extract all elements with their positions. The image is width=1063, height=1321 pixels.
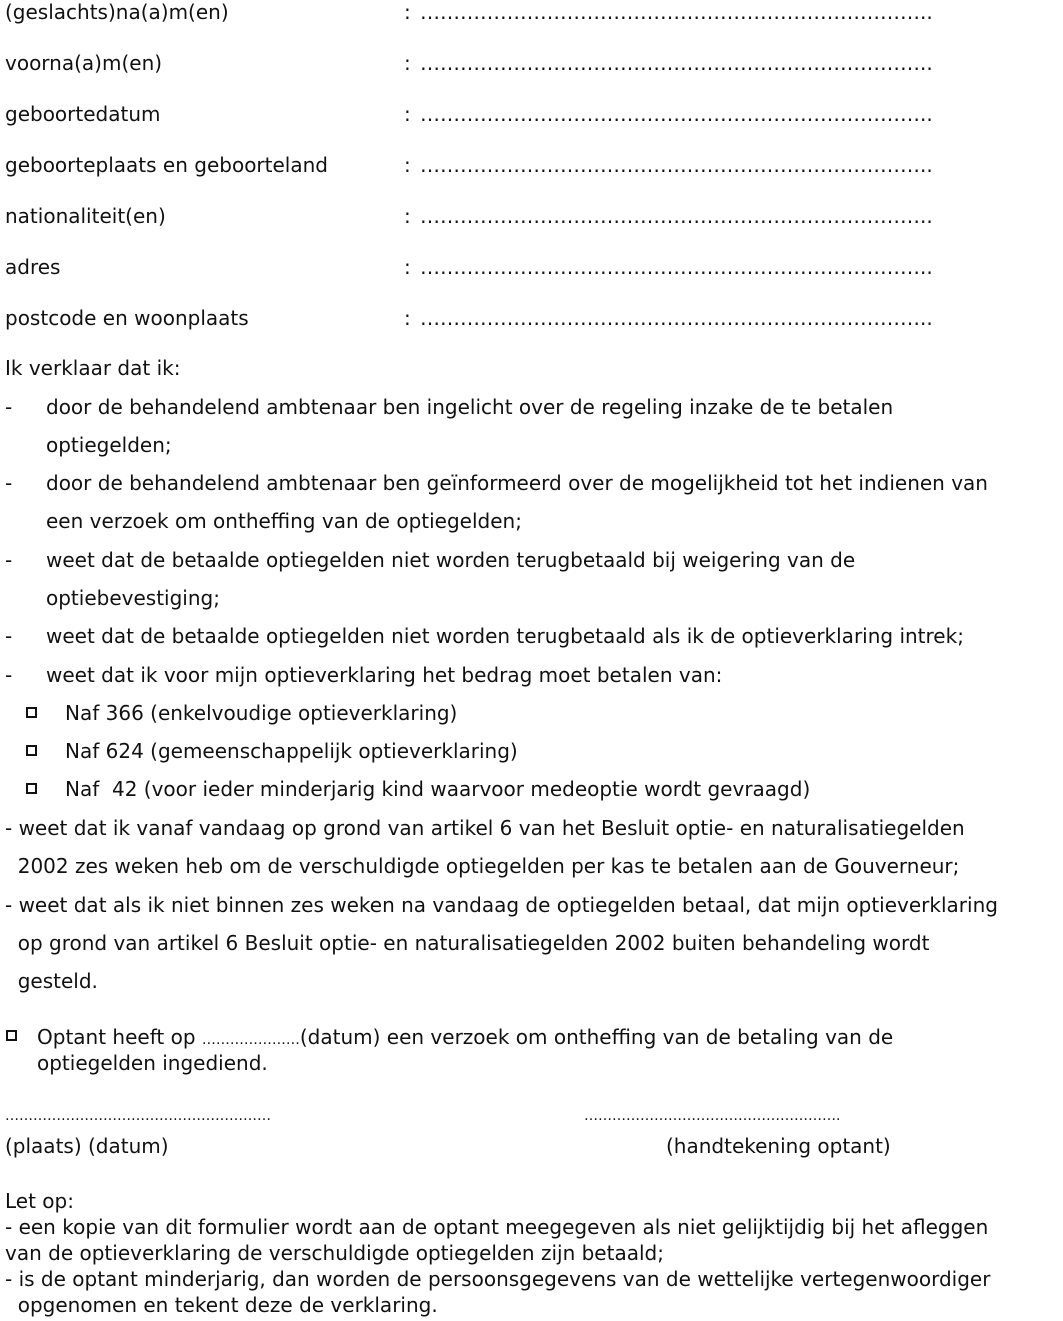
declaration-item-5: weet dat ik voor mijn optieverklaring het bedrag moet betalen van: bbox=[46, 663, 723, 687]
declaration-item-2-line-1: door de behandelend ambtenaar ben geïnformeerd over de mogelijkheid tot het indienen van bbox=[46, 471, 988, 495]
field-colon: : bbox=[404, 153, 411, 177]
exemption-line-2: optiegelden ingediend. bbox=[37, 1051, 268, 1075]
field-label-nationality: nationaliteit(en) bbox=[5, 204, 166, 228]
field-label-postcode: postcode en woonplaats bbox=[5, 306, 249, 330]
declaration-more-1-line-1: - weet dat ik vanaf vandaag op grond van artikel 6 van het Besluit optie- en naturalisatiegelden bbox=[5, 816, 965, 840]
field-label-birthplace: geboorteplaats en geboorteland bbox=[5, 153, 328, 177]
field-dots-surname[interactable]: ………………………………………………………………….. bbox=[420, 0, 933, 24]
field-colon: : bbox=[404, 102, 411, 126]
declaration-item-3-line-2: optiebevestiging; bbox=[46, 586, 220, 610]
field-label-address: adres bbox=[5, 255, 61, 279]
field-colon: : bbox=[404, 204, 411, 228]
declaration-intro: Ik verklaar dat ik: bbox=[5, 356, 181, 380]
amount-option-2: Naf 624 (gemeenschappelijk optieverklaring) bbox=[65, 739, 518, 763]
exemption-date-dots[interactable]: ………………… bbox=[201, 1032, 300, 1048]
exemption-text-b: (datum) een verzoek om ontheffing van de betaling van de bbox=[299, 1025, 894, 1049]
exemption-line-1 bbox=[37, 1025, 893, 1049]
note-line-1: - een kopie van dit formulier wordt aan de optant meegegeven als niet gelijktijdig bij het afleggen bbox=[5, 1215, 989, 1239]
note-line-2: van de optieverklaring de verschuldigde optiegelden zijn betaald; bbox=[5, 1241, 664, 1265]
note-title: Let op: bbox=[5, 1189, 74, 1213]
note-line-3: - is de optant minderjarig, dan worden de persoonsgegevens van de wettelijke vertegenwoordiger bbox=[5, 1267, 991, 1291]
amount-option-3: Naf 42 (voor ieder minderjarig kind waarvoor medeoptie wordt gevraagd) bbox=[65, 777, 811, 801]
exemption-text-a: Optant heeft op bbox=[37, 1025, 202, 1049]
amount-option-1: Naf 366 (enkelvoudige optieverklaring) bbox=[65, 701, 458, 725]
field-dots-nationality[interactable]: ………………………………………………………………….. bbox=[420, 204, 933, 228]
field-dots-birthdate[interactable]: ………………………………………………………………….. bbox=[420, 102, 933, 126]
checkbox-naf-366[interactable] bbox=[26, 707, 37, 718]
field-dots-firstname[interactable]: ………………………………………………………………….. bbox=[420, 51, 933, 75]
field-dots-postcode[interactable]: ………………………………………………………………….. bbox=[420, 306, 933, 330]
bullet-dash: - bbox=[5, 663, 13, 687]
checkbox-naf-624[interactable] bbox=[26, 745, 37, 756]
bullet-dash: - bbox=[5, 471, 13, 495]
declaration-item-4: weet dat de betaalde optiegelden niet worden terugbetaald als ik de optieverklaring intrek; bbox=[46, 624, 964, 648]
bullet-dash: - bbox=[5, 548, 13, 572]
field-label-birthdate: geboortedatum bbox=[5, 102, 161, 126]
declaration-item-1-line-1: door de behandelend ambtenaar ben ingelicht over de regeling inzake de te betalen bbox=[46, 395, 894, 419]
bullet-dash: - bbox=[5, 624, 13, 648]
declaration-more-2-line-1: - weet dat als ik niet binnen zes weken na vandaag de optiegelden betaal, dat mijn optieverklaring bbox=[5, 893, 998, 917]
signature-label: (handtekening optant) bbox=[666, 1134, 891, 1158]
declaration-more-2-line-2: op grond van artikel 6 Besluit optie- en naturalisatiegelden 2002 buiten behandeling wordt bbox=[5, 931, 930, 955]
declaration-item-3-line-1: weet dat de betaalde optiegelden niet worden terugbetaald bij weigering van de bbox=[46, 548, 856, 572]
field-colon: : bbox=[404, 0, 411, 24]
declaration-item-1-line-2: optiegelden; bbox=[46, 433, 172, 457]
place-date-label: (plaats) (datum) bbox=[5, 1134, 169, 1158]
field-colon: : bbox=[404, 306, 411, 330]
declaration-more-1-line-2: 2002 zes weken heb om de verschuldigde optiegelden per kas te betalen aan de Gouverneur; bbox=[5, 854, 960, 878]
declaration-item-2-line-2: een verzoek om ontheffing van de optiegelden; bbox=[46, 509, 522, 533]
checkbox-exemption[interactable] bbox=[6, 1030, 17, 1041]
field-label-surname: (geslachts)na(a)m(en) bbox=[5, 0, 229, 24]
note-line-4: opgenomen en tekent deze de verklaring. bbox=[5, 1293, 438, 1317]
place-date-dots[interactable]: ………………………………………………… bbox=[5, 1108, 271, 1124]
field-colon: : bbox=[404, 255, 411, 279]
field-dots-address[interactable]: ………………………………………………………………….. bbox=[420, 255, 933, 279]
field-label-firstname: voorna(a)m(en) bbox=[5, 51, 163, 75]
signature-dots[interactable]: ………………………………………………. bbox=[584, 1108, 841, 1124]
bullet-dash: - bbox=[5, 395, 13, 419]
field-colon: : bbox=[404, 51, 411, 75]
field-dots-birthplace[interactable]: ………………………………………………………………….. bbox=[420, 153, 933, 177]
declaration-more-2-line-3: gesteld. bbox=[5, 969, 98, 993]
checkbox-naf-42[interactable] bbox=[26, 783, 37, 794]
